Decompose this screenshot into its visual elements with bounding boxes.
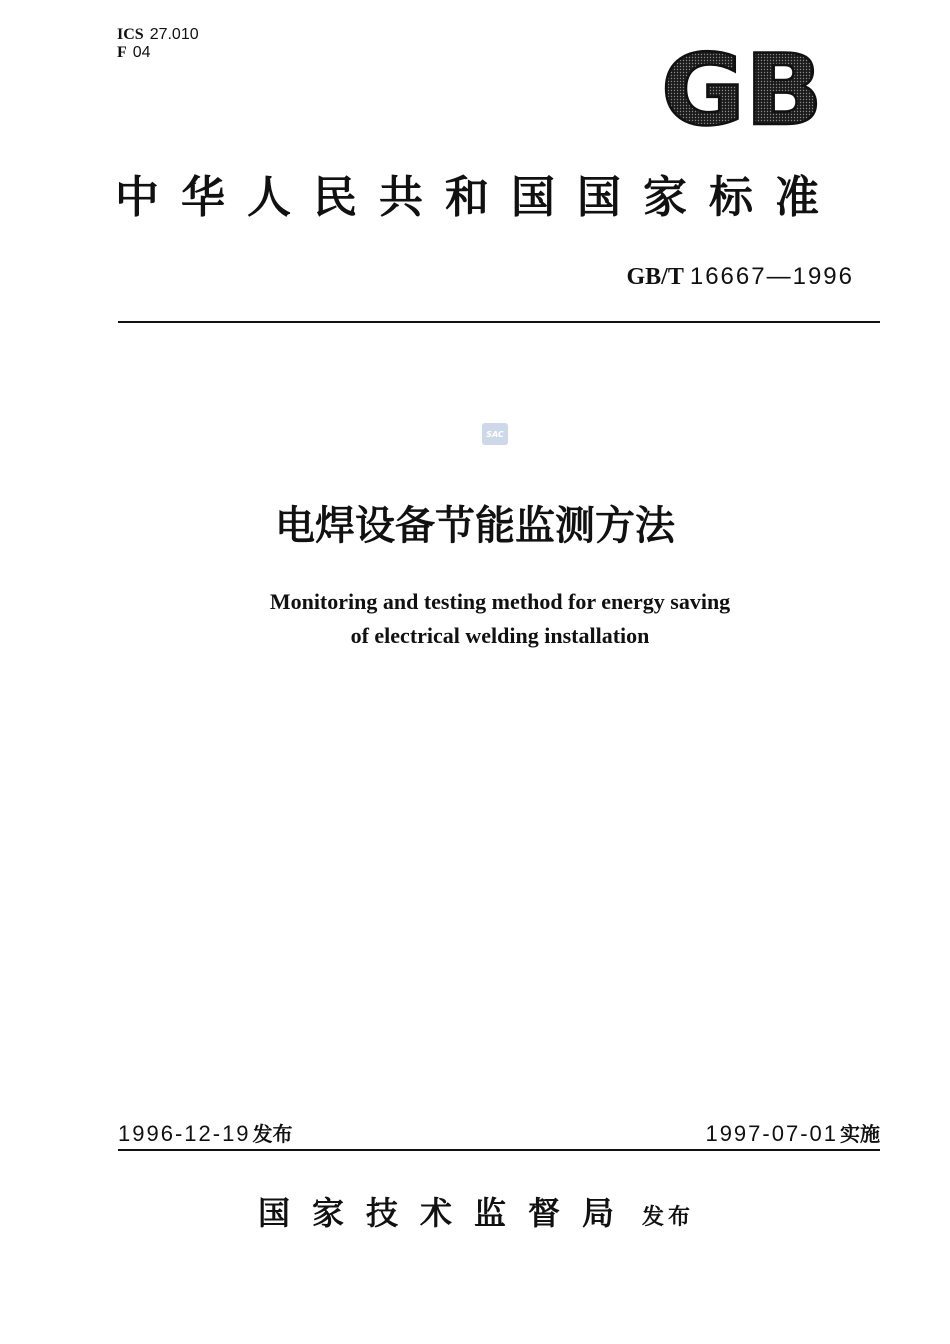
ccs-value: 04 [132, 44, 151, 61]
issuing-authority [258, 1188, 694, 1234]
sac-watermark-text: SAC [486, 430, 504, 439]
document-title-english-line2: of electrical welding installation [350, 623, 650, 648]
ics-line [117, 26, 199, 44]
issue-date-value: 1996-12-19 [118, 1121, 251, 1146]
ics-value: 27.010 [149, 26, 199, 43]
implementation-date-value: 1997-07-01 [705, 1121, 838, 1146]
top-divider [118, 321, 880, 323]
issuer-publish-word: 发布 [642, 1205, 695, 1230]
document-title-english-line1: Monitoring and testing method for energy saving [269, 589, 731, 614]
standard-category-title: 中华人民共和国国家标准 [115, 172, 841, 223]
standard-number [627, 262, 855, 291]
bottom-divider [118, 1149, 880, 1151]
issue-date-word: 发布 [252, 1122, 293, 1146]
ccs-line [117, 44, 199, 62]
sac-watermark [482, 423, 508, 445]
standard-number-value: 16667—1996 [689, 263, 854, 290]
issuing-organization: 国家技术监督局 [258, 1194, 637, 1232]
implementation-date-word: 实施 [840, 1122, 880, 1146]
gb-logo-text: GB [661, 44, 823, 134]
classification-codes [117, 26, 199, 62]
document-title-chinese: 电焊设备节能监测方法 [275, 503, 675, 549]
issue-date [118, 1118, 293, 1147]
ccs-label: F [117, 44, 127, 61]
standard-number-prefix: GB/T [626, 264, 684, 290]
gb-logo [658, 44, 826, 134]
ics-label: ICS [117, 26, 144, 43]
implementation-date [705, 1118, 880, 1147]
